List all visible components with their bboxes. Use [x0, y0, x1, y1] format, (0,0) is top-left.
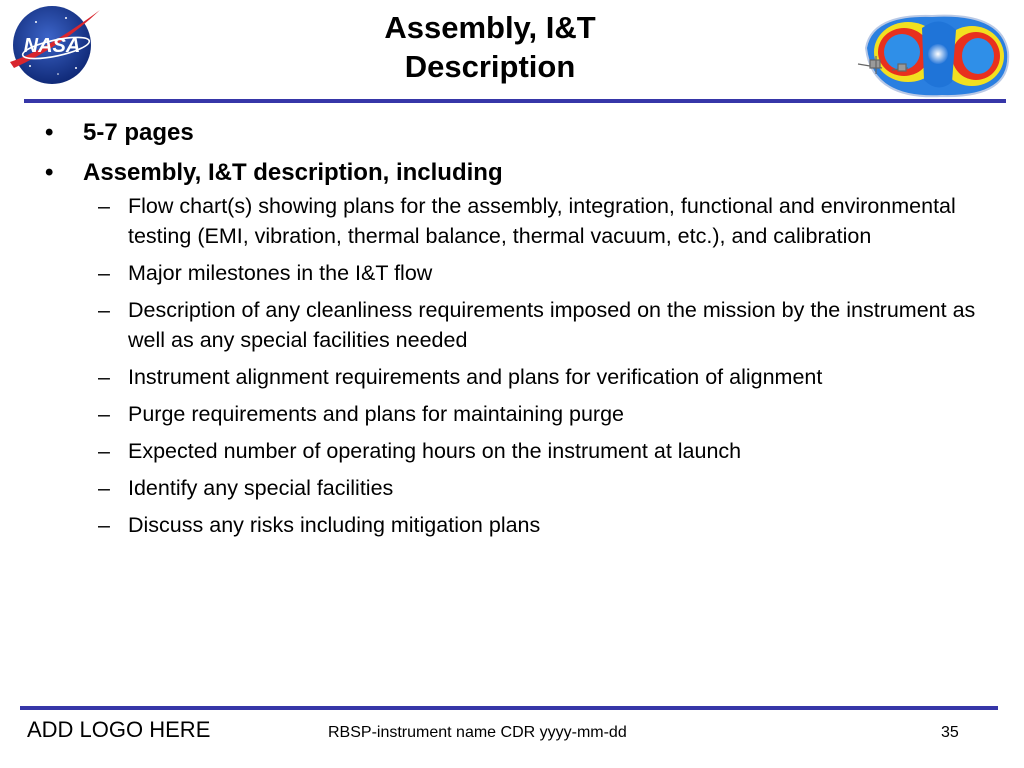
dash-mark: –: [98, 476, 110, 500]
slide-body: [40, 118, 980, 547]
sub-bullet-item: [40, 258, 980, 288]
dash-mark: –: [98, 513, 110, 537]
bullet-mark: •: [45, 119, 54, 146]
bullet-item: [40, 118, 980, 147]
sub-bullet-item: [40, 510, 980, 540]
dash-mark: –: [98, 402, 110, 426]
dash-mark: –: [98, 194, 110, 218]
dash-mark: –: [98, 439, 110, 463]
sub-bullet-text: Discuss any risks including mitigation plans: [128, 513, 541, 537]
sub-bullet-item: [40, 191, 980, 251]
title-line-1: Assembly, I&T: [384, 10, 596, 45]
dash-mark: –: [98, 261, 110, 285]
sub-bullet-list: [40, 191, 980, 540]
sub-bullet-text: Description of any cleanliness requirements imposed on the mission by the instrument as well as any special facilities needed: [128, 298, 976, 352]
radiation-belt-image: [852, 8, 1014, 104]
sub-bullet-text: Purge requirements and plans for maintaining purge: [128, 402, 624, 426]
sub-bullet-item: [40, 362, 980, 392]
sub-bullet-item: [40, 399, 980, 429]
page-title: [290, 8, 690, 86]
sub-bullet-text: Instrument alignment requirements and plans for verification of alignment: [128, 365, 823, 389]
nasa-logo: [6, 2, 102, 86]
footer-document-id: RBSP-instrument name CDR yyyy-mm-dd: [328, 724, 627, 741]
bullet-text: 5-7 pages: [83, 119, 194, 146]
page-number: 35: [941, 724, 959, 741]
bullet-mark: •: [45, 159, 54, 186]
sub-bullet-text: Expected number of operating hours on the instrument at launch: [128, 439, 742, 463]
nasa-logo-text: NASA: [23, 35, 81, 57]
sub-bullet-text: Identify any special facilities: [128, 476, 394, 500]
bullet-text: Assembly, I&T description, including: [83, 159, 503, 186]
sub-bullet-item: [40, 473, 980, 503]
footer-divider: [20, 706, 998, 710]
dash-mark: –: [98, 365, 110, 389]
title-line-2: Description: [404, 49, 576, 84]
sub-bullet-text: Flow chart(s) showing plans for the assembly, integration, functional and environmental testing (EMI, vibration, thermal balance, thermal vacuum, etc.), and calibration: [128, 194, 956, 248]
sub-bullet-item: [40, 295, 980, 355]
sub-bullet-text: Major milestones in the I&T flow: [128, 261, 433, 285]
header-divider: [24, 99, 1006, 103]
dash-mark: –: [98, 298, 110, 322]
sub-bullet-item: [40, 436, 980, 466]
footer-logo-placeholder: ADD LOGO HERE: [27, 717, 211, 742]
bullet-item: [40, 158, 980, 187]
